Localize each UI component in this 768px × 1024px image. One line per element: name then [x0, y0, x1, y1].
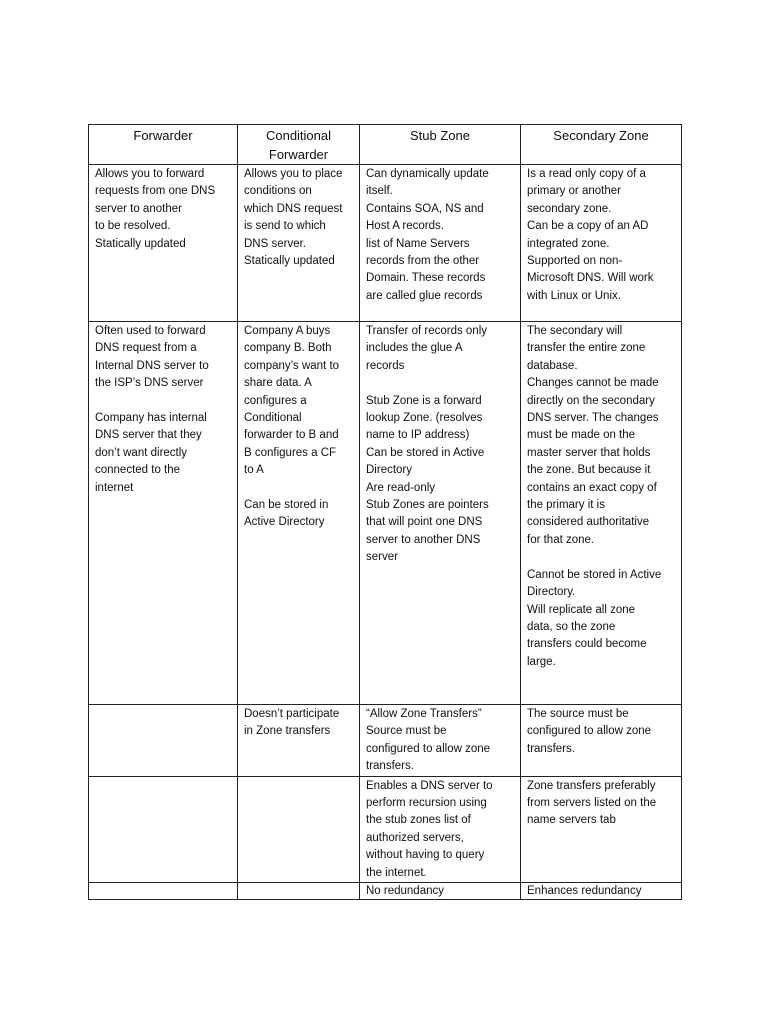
table-cell	[238, 883, 360, 900]
dns-comparison-table	[88, 124, 682, 900]
header-stub-zone: Stub Zone	[360, 125, 521, 165]
table-cell: Is a read only copy of a primary or another secondary zone. Can be a copy of an AD integrated zone. Supported on non- Microsoft DNS. Will work with Linux or Unix.	[521, 165, 682, 322]
table-cell	[89, 883, 238, 900]
table-cell: Enhances redundancy	[521, 883, 682, 900]
table-cell: The source must be configured to allow zone transfers.	[521, 705, 682, 777]
table-cell	[89, 705, 238, 777]
table-cell	[89, 776, 238, 882]
table-cell: Can dynamically update itself. Contains SOA, NS and Host A records. list of Name Servers records from the other Domain. These records are called glue records	[360, 165, 521, 322]
table-cell: Allows you to place conditions on which DNS request is send to which DNS server. Statically updated	[238, 165, 360, 322]
table-header-row	[89, 125, 682, 165]
table-cell: Often used to forward DNS request from a Internal DNS server to the ISP’s DNS server Company has internal DNS server that they don’t want directly connected to the internet	[89, 322, 238, 705]
table-row	[89, 776, 682, 882]
table-row	[89, 322, 682, 705]
table-row	[89, 705, 682, 777]
table-cell: Doesn’t participate in Zone transfers	[238, 705, 360, 777]
table-cell: Allows you to forward requests from one DNS server to another to be resolved. Statically updated	[89, 165, 238, 322]
table-cell: “Allow Zone Transfers” Source must be configured to allow zone transfers.	[360, 705, 521, 777]
table-cell: Zone transfers preferably from servers listed on the name servers tab	[521, 776, 682, 882]
table-cell: The secondary will transfer the entire zone database. Changes cannot be made directly on the secondary DNS server. The changes must be made on the master server that holds the zone. But because it contains an exact copy of the primary it is considered authoritative for that zone. Cannot be stored in Active Directory. Will replicate all zone data, so the zone transfers could become large.	[521, 322, 682, 705]
table-cell	[238, 776, 360, 882]
table-cell: Company A buys company B. Both company’s want to share data. A configures a Conditional forwarder to B and B configures a CF to A Can be stored in Active Directory	[238, 322, 360, 705]
table-cell: No redundancy	[360, 883, 521, 900]
table-cell: Transfer of records only includes the glue A records Stub Zone is a forward lookup Zone. (resolves name to IP address) Can be stored in Active Directory Are read-only Stub Zones are pointers that will point one DNS server to another DNS server	[360, 322, 521, 705]
header-secondary-zone: Secondary Zone	[521, 125, 682, 165]
table-row	[89, 883, 682, 900]
header-conditional-forwarder: Conditional Forwarder	[238, 125, 360, 165]
table-row	[89, 165, 682, 322]
table-cell: Enables a DNS server to perform recursion using the stub zones list of authorized servers, without having to query the internet.	[360, 776, 521, 882]
header-forwarder: Forwarder	[89, 125, 238, 165]
